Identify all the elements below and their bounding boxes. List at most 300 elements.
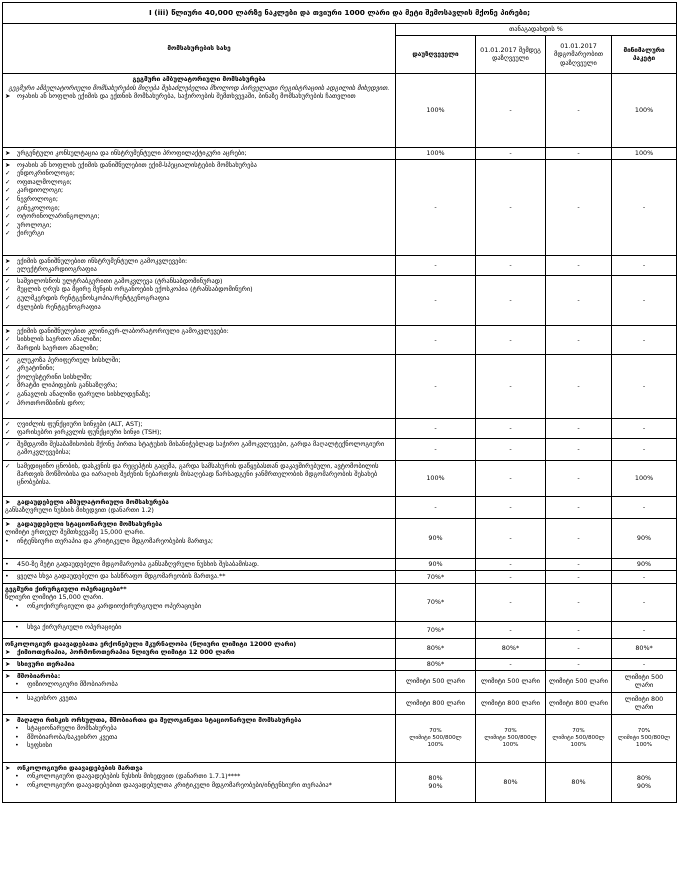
value-part: 70% <box>504 727 517 734</box>
service-line <box>5 537 393 546</box>
service-line <box>5 741 393 750</box>
service-cell <box>3 621 396 638</box>
dot-bullet-icon: • <box>15 693 19 702</box>
service-text: ონკოქირურგიული და კარდიოქირურგიული ოპერაციები <box>27 601 202 610</box>
dot-bullet-icon: • <box>15 680 19 689</box>
value-insured-as-of-2017: - <box>546 558 612 570</box>
table-row <box>3 354 677 418</box>
service-text: ონკოლოგიურ დაავადებათა ერქონებული მკურნალობა (წლიური ლიმიტი 12000 ლარი) <box>5 639 297 648</box>
service-text: ელექტროკარდიოგრაფია <box>17 265 97 274</box>
service-text: სეფსისი <box>27 741 53 750</box>
arrow-bullet-icon: ➤ <box>5 519 11 528</box>
service-text: ონკოლოგიური დაავადებების ნუსხის მიხედვით (დანართი 1.7.1)**** <box>27 772 241 781</box>
service-line <box>5 294 393 303</box>
value-insured-after-2017: - <box>476 570 546 583</box>
service-cell <box>3 418 396 438</box>
check-bullet-icon: ✓ <box>5 302 11 311</box>
service-text: ოჯახის ან სოფლის ექიმის დანიშნულებით ექიმ-სპეციალისტების მომსახურება <box>17 160 257 169</box>
dot-bullet-icon: • <box>5 559 9 568</box>
table-row <box>3 558 677 570</box>
value-part: ლიმიტი 500/800ლ <box>552 734 605 741</box>
header-insured-as-of-2017: 01.01.2017 მდგომარეობით დაზღვეული <box>546 35 612 73</box>
service-text: ოჯახის ან სოფლის ექიმის და ექთნის მომსახურება, საჭიროების შემთხვევაში, ბინაზე მომსახურების ჩათვლით <box>17 92 356 101</box>
value-part: ლიმიტი 500/800ლ <box>617 734 671 741</box>
service-line <box>5 75 393 84</box>
service-line <box>5 672 393 681</box>
service-line <box>5 694 393 703</box>
service-text: სტაციონარული მომსახურება <box>27 724 117 733</box>
service-text: სხვა ქირურგიული ოპერაციები <box>27 622 122 631</box>
service-line <box>5 303 393 312</box>
service-cell <box>3 714 396 762</box>
service-line <box>5 724 393 733</box>
value-uninsured: - <box>396 255 476 275</box>
value-insured-as-of-2017: - <box>546 460 612 496</box>
service-cell <box>3 74 396 148</box>
header-minimal-package: მინიმალური პაკეტი <box>612 35 677 73</box>
arrow-bullet-icon: ➤ <box>5 763 11 772</box>
service-line <box>5 186 393 195</box>
service-text: შარდის საერთო ანალიზი; <box>17 343 99 352</box>
service-cell <box>3 670 396 692</box>
check-bullet-icon: ✓ <box>5 169 11 178</box>
value-insured-after-2017: - <box>476 558 546 570</box>
value-insured-after-2017: - <box>476 74 546 148</box>
service-text: პროთრომბინის დრო; <box>17 398 86 407</box>
value-insured-as-of-2017: - <box>546 496 612 518</box>
service-line <box>5 381 393 390</box>
value-uninsured <box>396 762 476 802</box>
value-part: 90% <box>636 782 652 791</box>
check-bullet-icon: ✓ <box>5 220 11 229</box>
value-uninsured: - <box>396 418 476 438</box>
service-cell <box>3 496 396 518</box>
value-insured-after-2017: ლიმიტი 500 ლარი <box>476 670 546 692</box>
value-insured-after-2017: - <box>476 418 546 438</box>
table-row <box>3 692 677 714</box>
value-insured-as-of-2017: - <box>546 325 612 354</box>
service-text: ურგენტული კონსულტაცია და ინსტრუმენტული პროფილაქტიკური აცრები; <box>17 149 247 157</box>
value-minimal-package: - <box>612 583 677 621</box>
arrow-bullet-icon: ➤ <box>5 497 11 506</box>
value-insured-after-2017: - <box>476 159 546 255</box>
table-title: I (iii) წლიური 40,000 ლარზე ნაკლები და თვიური 1000 ლარი და მეტი შემოსავლის მქონე პირები; <box>3 3 677 24</box>
service-text: გეგმური ქირურგიული ოპერაციები** <box>5 584 127 593</box>
value-insured-after-2017: 80%* <box>476 638 546 658</box>
value-uninsured: 90% <box>396 518 476 558</box>
service-line <box>5 344 393 353</box>
service-text: ფარისებრი ჯირკვლის ფუნქციური სინჯი (TSH); <box>17 428 162 437</box>
arrow-bullet-icon: ➤ <box>5 648 11 657</box>
service-cell <box>3 692 396 714</box>
value-minimal-package: ლიმიტი 500 ლარი <box>612 670 677 692</box>
service-text: გადაუდებელი ამბულატორიული მომსახურება <box>17 497 169 506</box>
value-uninsured: 100% <box>396 148 476 160</box>
service-text: მშობიარობა: <box>17 671 61 680</box>
value-insured-as-of-2017: - <box>546 518 612 558</box>
value-minimal-package: 100% <box>612 74 677 148</box>
service-text: ექიმის დანიშნულებით კლინიკურ-ლაბორატორიული გამოკვლევები: <box>17 326 229 335</box>
value-insured-as-of-2017 <box>546 714 612 762</box>
value-insured-after-2017: - <box>476 496 546 518</box>
service-text: საშვილოსნოს ულტრაბგერითი გამოკვლევა (ტრანსაბდომინურად) <box>17 276 223 285</box>
value-minimal-package: 90% <box>612 518 677 558</box>
service-line <box>5 390 393 399</box>
service-cell <box>3 460 396 496</box>
value-minimal-package <box>612 762 677 802</box>
service-text: ღვიძლის ფუნქციური სინჯები (ALT, AST); <box>17 419 143 428</box>
service-text: ქოლესტერინი სისხლში; <box>17 372 93 381</box>
value-uninsured: - <box>396 159 476 255</box>
service-text: სხივური თერაპია <box>17 659 75 668</box>
service-line <box>5 356 393 365</box>
service-line <box>5 572 393 581</box>
arrow-bullet-icon: ➤ <box>5 715 11 724</box>
value-uninsured: - <box>396 354 476 418</box>
value-minimal-package: - <box>612 621 677 638</box>
value-minimal-package: - <box>612 275 677 325</box>
service-line <box>5 195 393 204</box>
service-text: ძვლების რენტგენოგრაფია <box>17 302 101 311</box>
value-insured-as-of-2017: - <box>546 275 612 325</box>
service-line <box>5 212 393 221</box>
copayment-table <box>2 2 677 803</box>
value-part: 80% <box>571 777 586 786</box>
value-uninsured: 100% <box>396 460 476 496</box>
value-insured-after-2017: - <box>476 325 546 354</box>
service-cell <box>3 638 396 658</box>
table-row <box>3 518 677 558</box>
service-line <box>5 462 393 487</box>
value-insured-after-2017: - <box>476 460 546 496</box>
table-row <box>3 570 677 583</box>
value-uninsured: 80%* <box>396 658 476 670</box>
value-uninsured: ლიმიტი 800 ლარი <box>396 692 476 714</box>
service-cell <box>3 658 396 670</box>
check-bullet-icon: ✓ <box>5 194 11 203</box>
service-text: შრატში ლიპიდების განსაზღვრა; <box>17 381 118 390</box>
value-part: 80% <box>503 777 518 786</box>
value-minimal-package: - <box>612 438 677 460</box>
value-minimal-package: 90% <box>612 558 677 570</box>
service-text: ფიზიოლოგიური მშობიარობა <box>27 680 118 689</box>
table-row <box>3 275 677 325</box>
service-line <box>5 92 393 101</box>
service-line <box>5 257 393 266</box>
service-cell <box>3 570 396 583</box>
value-minimal-package <box>612 714 677 762</box>
document-page <box>2 2 676 803</box>
dot-bullet-icon: • <box>5 571 9 580</box>
value-minimal-package: 100% <box>612 460 677 496</box>
value-insured-as-of-2017: - <box>546 418 612 438</box>
service-line <box>5 716 393 725</box>
value-insured-as-of-2017: - <box>546 354 612 418</box>
service-text: 450-ზე მეტი გადაუდებელი მდგომარეობა განსაზღვრული ნუსხის შესაბამისად. <box>17 559 260 568</box>
value-part: 90% <box>428 782 443 791</box>
service-text: კრეატინინი; <box>17 364 55 373</box>
check-bullet-icon: ✓ <box>5 343 11 352</box>
service-text: გეგმური ამბულატორიული მომსახურების მიღება შესაძლებელია მხოლოდ პირველადი რეგისტრაციის ადგილის მიხედვით. <box>8 83 390 92</box>
check-bullet-icon: ✓ <box>5 212 11 221</box>
service-line <box>5 420 393 429</box>
check-bullet-icon: ✓ <box>5 461 11 470</box>
value-insured-as-of-2017 <box>546 762 612 802</box>
value-insured-as-of-2017: - <box>546 74 612 148</box>
value-insured-as-of-2017: - <box>546 583 612 621</box>
value-uninsured: 90% <box>396 558 476 570</box>
table-row <box>3 325 677 354</box>
arrow-bullet-icon: ➤ <box>5 160 11 169</box>
service-cell <box>3 438 396 460</box>
value-uninsured: ლიმიტი 500 ლარი <box>396 670 476 692</box>
value-insured-as-of-2017: - <box>546 148 612 160</box>
header-insured-after-2017: 01.01.2017 შემდეგ დაზღვეული <box>476 35 546 73</box>
header-copayment-group: თანაგადახდის % <box>396 24 677 36</box>
service-text: ენდოკრინოლოგი; <box>17 169 75 178</box>
service-text: გინეკოლოგი; <box>17 203 60 212</box>
service-line <box>5 178 393 187</box>
service-line <box>5 428 393 437</box>
value-insured-after-2017: - <box>476 148 546 160</box>
check-bullet-icon: ✓ <box>5 372 11 381</box>
table-row <box>3 159 677 255</box>
value-minimal-package: - <box>612 658 677 670</box>
value-insured-after-2017: - <box>476 354 546 418</box>
service-line <box>5 229 393 238</box>
arrow-bullet-icon: ➤ <box>5 92 11 101</box>
dot-bullet-icon: • <box>15 780 19 789</box>
value-part: 100% <box>636 741 653 748</box>
value-insured-after-2017: - <box>476 583 546 621</box>
service-text: ოფთალმოლოგი; <box>17 177 72 186</box>
check-bullet-icon: ✓ <box>5 177 11 186</box>
table-row <box>3 583 677 621</box>
service-line <box>5 399 393 408</box>
service-text: ნევროლოგი; <box>17 194 58 203</box>
service-line <box>5 440 393 457</box>
table-row <box>3 670 677 692</box>
value-insured-as-of-2017: - <box>546 159 612 255</box>
table-row <box>3 255 677 275</box>
service-text: სამედიცინო ცნობის, დასკვნის და რეცეპტის გაცემა, გარდა სამსახურის დაწყებასთან დაკავშირებული, ავტომობილის მართვის მოწმობისა და იარაღის შეძენის ნებართვის მისაღებად წარსადგენი ჯანმრთელობის მდგომარეობის შესახებ ცნობებისა. <box>17 461 379 487</box>
arrow-bullet-icon: ➤ <box>5 326 11 335</box>
table-row <box>3 638 677 658</box>
service-line <box>5 764 393 773</box>
service-text: მუცლის ღრუს და მცირე მენჯის ორგანოების ექოსკოპია (ტრანსაბდომინური) <box>17 285 253 294</box>
service-cell <box>3 558 396 570</box>
service-text: საკეისრო კვეთა <box>27 693 78 702</box>
value-insured-as-of-2017: ლიმიტი 800 ლარი <box>546 692 612 714</box>
value-minimal-package: - <box>612 354 677 418</box>
value-insured-after-2017 <box>476 762 546 802</box>
service-text: ექიმის დანიშნულებით ინსტრუმენტული გამოკვლევები: <box>17 256 188 265</box>
table-row <box>3 621 677 638</box>
arrow-bullet-icon: ➤ <box>5 149 11 157</box>
value-part: 80% <box>428 773 443 782</box>
service-text: კარდიოლოგი; <box>17 186 64 195</box>
value-insured-as-of-2017: - <box>546 438 612 460</box>
dot-bullet-icon: • <box>15 732 19 741</box>
value-part: ლიმიტი 500/800ლ <box>409 734 462 741</box>
service-text: უროლოგი; <box>17 220 52 229</box>
value-insured-after-2017: - <box>476 275 546 325</box>
service-line <box>5 640 393 649</box>
service-text: გულმკერდის რენტგენოსკოპია/რენტგენოგრაფია <box>17 293 170 302</box>
table-row <box>3 418 677 438</box>
value-minimal-package: - <box>612 159 677 255</box>
dot-bullet-icon: • <box>15 724 19 733</box>
value-minimal-package: - <box>612 570 677 583</box>
value-insured-as-of-2017: - <box>546 621 612 638</box>
service-text: ონკოლოგიური დაავადებებით დაავადებულთა კრიტიკული მდგომარეობები/ინტენსიური თერაპია* <box>27 780 332 789</box>
service-line <box>5 506 393 515</box>
check-bullet-icon: ✓ <box>5 381 11 390</box>
service-text: გეგმური ამბულატორიული მომსახურება <box>132 75 266 83</box>
value-uninsured: - <box>396 325 476 354</box>
dot-bullet-icon: • <box>15 622 19 631</box>
service-line <box>5 335 393 344</box>
service-text: სისხლის საერთო ანალიზი; <box>17 335 102 344</box>
service-line <box>5 593 393 602</box>
check-bullet-icon: ✓ <box>5 229 11 238</box>
value-part: 100% <box>570 741 587 748</box>
service-line <box>5 285 393 294</box>
table-row <box>3 460 677 496</box>
service-line <box>5 602 393 611</box>
header-uninsured: დაუზღვეველი <box>396 35 476 73</box>
check-bullet-icon: ✓ <box>5 419 11 428</box>
service-line <box>5 204 393 213</box>
service-line <box>5 648 393 657</box>
service-line <box>5 169 393 178</box>
service-text: ოტორინოლარინგოლოგი; <box>17 212 100 221</box>
table-row <box>3 762 677 802</box>
check-bullet-icon: ✓ <box>5 335 11 344</box>
value-part: ლიმიტი 500/800ლ <box>484 734 537 741</box>
service-text: ყველა სხვა გადაუდებელი და სასწრაფო მდგომარეობის მართვა.** <box>17 571 226 580</box>
service-line <box>5 560 393 569</box>
value-part: 70% <box>429 727 442 734</box>
service-cell <box>3 762 396 802</box>
service-text: ქირურგი <box>17 229 45 238</box>
check-bullet-icon: ✓ <box>5 439 11 448</box>
value-uninsured: 100% <box>396 74 476 148</box>
value-insured-after-2017: ლიმიტი 800 ლარი <box>476 692 546 714</box>
value-minimal-package: 80%* <box>612 638 677 658</box>
service-text: მაღალი რისკის ორსულთა, მშობიართა და მელოგინეთა სტაციონარული მომსახურება <box>17 715 302 724</box>
service-line <box>5 364 393 373</box>
service-cell <box>3 354 396 418</box>
value-insured-as-of-2017: - <box>546 638 612 658</box>
value-part: 80% <box>636 773 652 782</box>
value-insured-after-2017 <box>476 714 546 762</box>
table-row <box>3 496 677 518</box>
service-text: განსაზღვრული ნუსხის მიხედვით (დანართი 1.2) <box>5 506 154 515</box>
header-service: მომსახურების სახე <box>3 24 396 74</box>
value-part: 70% <box>637 727 651 734</box>
value-minimal-package: 100% <box>612 148 677 160</box>
value-insured-after-2017: - <box>476 621 546 638</box>
value-insured-as-of-2017: - <box>546 570 612 583</box>
table-row <box>3 74 677 148</box>
service-line <box>5 623 393 632</box>
service-line <box>5 660 393 669</box>
value-minimal-package: ლიმიტი 800 ლარი <box>612 692 677 714</box>
service-line <box>5 161 393 170</box>
service-text: შემდგომი შესაბამისობის მქონე პირთა სტატუსის მისანიჭებლად საჭირო გამოკვლევები, გარდა მაღალტექნოლოგიური გამოკვლევებისა; <box>17 439 385 457</box>
value-uninsured <box>396 714 476 762</box>
service-cell <box>3 255 396 275</box>
service-text: ქიმიოთერაპია, ჰორმონოთერაპია წლიური ლიმიტი 12 000 ლარი <box>17 648 235 657</box>
check-bullet-icon: ✓ <box>5 398 11 407</box>
value-uninsured: - <box>396 496 476 518</box>
service-line <box>5 84 393 93</box>
service-line <box>5 781 393 790</box>
arrow-bullet-icon: ➤ <box>5 659 11 668</box>
service-text: წლიური ლიმიტი 15,000 ლარი. <box>5 593 104 602</box>
service-line <box>5 772 393 781</box>
check-bullet-icon: ✓ <box>5 186 11 195</box>
service-line <box>5 149 393 158</box>
service-line <box>5 265 393 274</box>
service-line <box>5 221 393 230</box>
service-text: ონკოლოგიური დაავადებების მართვა <box>17 763 143 772</box>
service-text: გლუკოზა პერიფერიულ სისხლში; <box>17 355 121 364</box>
table-row <box>3 658 677 670</box>
value-minimal-package: - <box>612 255 677 275</box>
service-line <box>5 680 393 689</box>
service-cell <box>3 518 396 558</box>
arrow-bullet-icon: ➤ <box>5 256 11 265</box>
table-row <box>3 714 677 762</box>
table-row <box>3 148 677 160</box>
value-part: 70% <box>572 727 585 734</box>
service-cell <box>3 148 396 160</box>
service-text: ლიმიტი ერთეულ შემთხვევაზე 15,000 ლარი. <box>5 528 145 537</box>
service-text: ინტენსიური თერაპია და კრიტიკული მდგომარეობების მართვა; <box>17 536 213 545</box>
dot-bullet-icon: • <box>15 772 19 781</box>
service-line <box>5 733 393 742</box>
service-cell <box>3 275 396 325</box>
value-insured-after-2017: - <box>476 255 546 275</box>
value-uninsured: 70%* <box>396 621 476 638</box>
service-cell <box>3 159 396 255</box>
service-cell <box>3 325 396 354</box>
service-text: მშობიარობა/საკეისრო კვეთა <box>27 732 118 741</box>
table-row <box>3 438 677 460</box>
dot-bullet-icon: • <box>15 741 19 750</box>
service-text: განავლის ანალიზი ფარული სისხლდენაზე; <box>17 389 151 398</box>
check-bullet-icon: ✓ <box>5 389 11 398</box>
dot-bullet-icon: • <box>15 601 19 610</box>
value-uninsured: - <box>396 438 476 460</box>
dot-bullet-icon: • <box>5 536 9 545</box>
service-text: გადაუდებელი სტაციონარული მომსახურება <box>17 519 163 528</box>
value-minimal-package: - <box>612 418 677 438</box>
value-uninsured: 70%* <box>396 570 476 583</box>
check-bullet-icon: ✓ <box>5 428 11 437</box>
arrow-bullet-icon: ➤ <box>5 671 11 680</box>
value-uninsured: - <box>396 275 476 325</box>
check-bullet-icon: ✓ <box>5 293 11 302</box>
check-bullet-icon: ✓ <box>5 265 11 274</box>
check-bullet-icon: ✓ <box>5 203 11 212</box>
value-insured-after-2017: - <box>476 658 546 670</box>
value-part: 100% <box>427 741 444 748</box>
service-cell <box>3 583 396 621</box>
value-insured-as-of-2017: ლიმიტი 500 ლარი <box>546 670 612 692</box>
